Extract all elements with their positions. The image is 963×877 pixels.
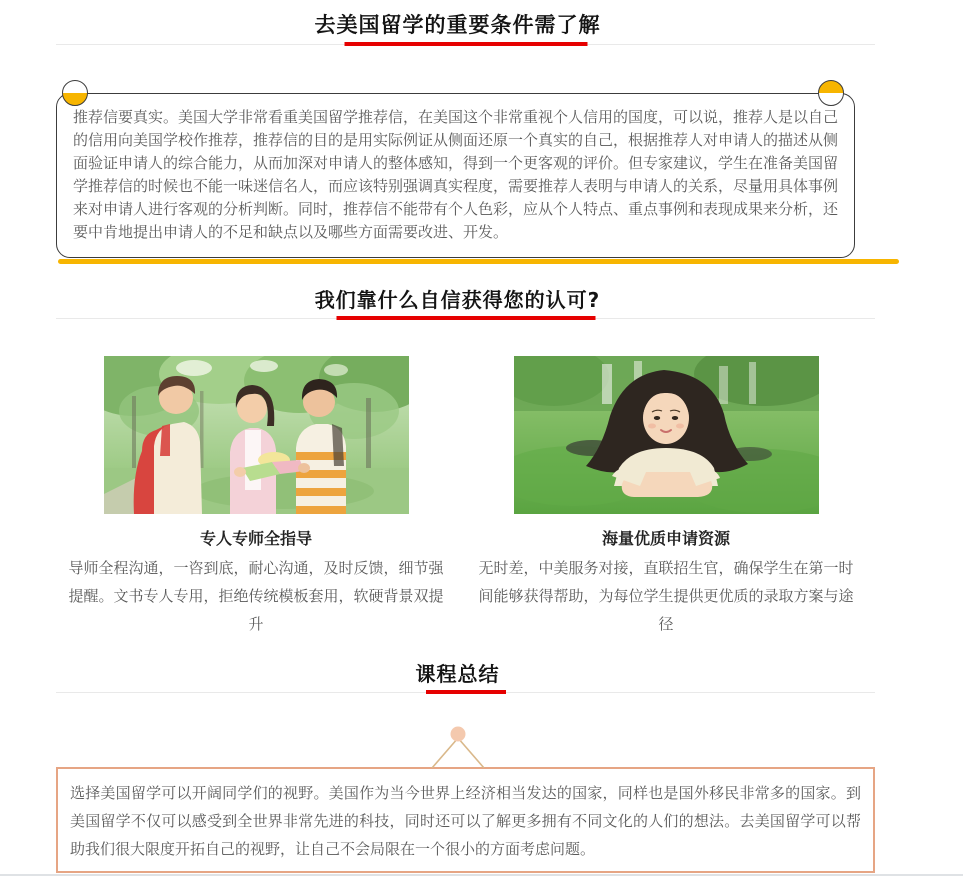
pin-icon-left — [62, 80, 88, 106]
summary-box — [56, 767, 875, 873]
pin-icon-right — [818, 80, 844, 106]
section-conditions — [0, 0, 915, 258]
feature-resources — [476, 356, 856, 638]
recommendation-note-box — [56, 93, 855, 258]
feature-guidance — [66, 356, 446, 638]
recommendation-paragraph: 推荐信要真实。美国大学非常看重美国留学推荐信，在美国这个非常重视个人信用的国度，可以说，推荐人是以自己的信用向美国学校作推荐，推荐信的目的是用实际例证从侧面还原一个真实的自己，根据推荐人对申请人的描述从侧面验证申请人的综合能力，从而加深对申请人的整体感知，得到一个更客观的评价。但专家建议，学生在准备美国留学推荐信的时候也不能一味迷信名人，而应该特别强调真实程度，需要推荐人表明与申请人的关系，尽量用具体事例来对申请人进行客观的分析判断。同时，推荐信不能带有个人色彩，应从个人特点、重点事例和表现成果来分析，还要中肯地提出申请人的不足和缺点以及哪些方面需要改进、开发。 — [73, 108, 839, 241]
feature-columns — [66, 356, 856, 638]
title-underline-red — [426, 690, 506, 694]
feature-caption: 专人专师全指导 — [199, 529, 312, 548]
page-bottom-divider — [0, 874, 963, 876]
section-divider-2 — [56, 318, 875, 319]
section-summary — [0, 638, 915, 873]
section-title-summary: 课程总结 — [415, 662, 500, 686]
section-title-conditions: 去美国留学的重要条件需了解 — [314, 13, 601, 37]
section-title-confidence: 我们靠什么自信获得您的认可? — [314, 288, 601, 312]
section-confidence — [0, 258, 915, 638]
note-box-yellow-shadow — [58, 259, 899, 264]
girl-on-grass-photo — [514, 356, 819, 514]
students-discussing-photo — [104, 356, 409, 514]
section-divider-1 — [56, 44, 875, 45]
title-underline-red — [344, 42, 587, 46]
feature-description: 无时差，中美服务对接，直联招生官，确保学生在第一时间能够获得帮助，为每位学生提供更优质的录取方案与途径 — [478, 559, 854, 633]
feature-caption: 海量优质申请资源 — [601, 529, 730, 548]
section-divider-3 — [56, 692, 875, 693]
summary-paragraph: 选择美国留学可以开阔同学们的视野。美国作为当今世界上经济相当发达的国家，同样也是国外移民非常多的国家。到美国留学不仅可以感受到全世界非常先进的科技，同时还可以了解更多拥有不同文化的人们的想法。去美国留学可以帮助我们很大限度开拓自己的视野，让自己不会局限在一个很小的方面考虑问题。 — [70, 784, 861, 858]
note-box-border — [56, 93, 855, 258]
peach-triangle-pointer-icon — [426, 726, 490, 768]
title-underline-red — [336, 316, 595, 320]
feature-description: 导师全程沟通，一咨到底，耐心沟通，及时反馈，细节强提醒。文书专人专用，拒绝传统模板套用，软硬背景双提升 — [68, 559, 444, 633]
